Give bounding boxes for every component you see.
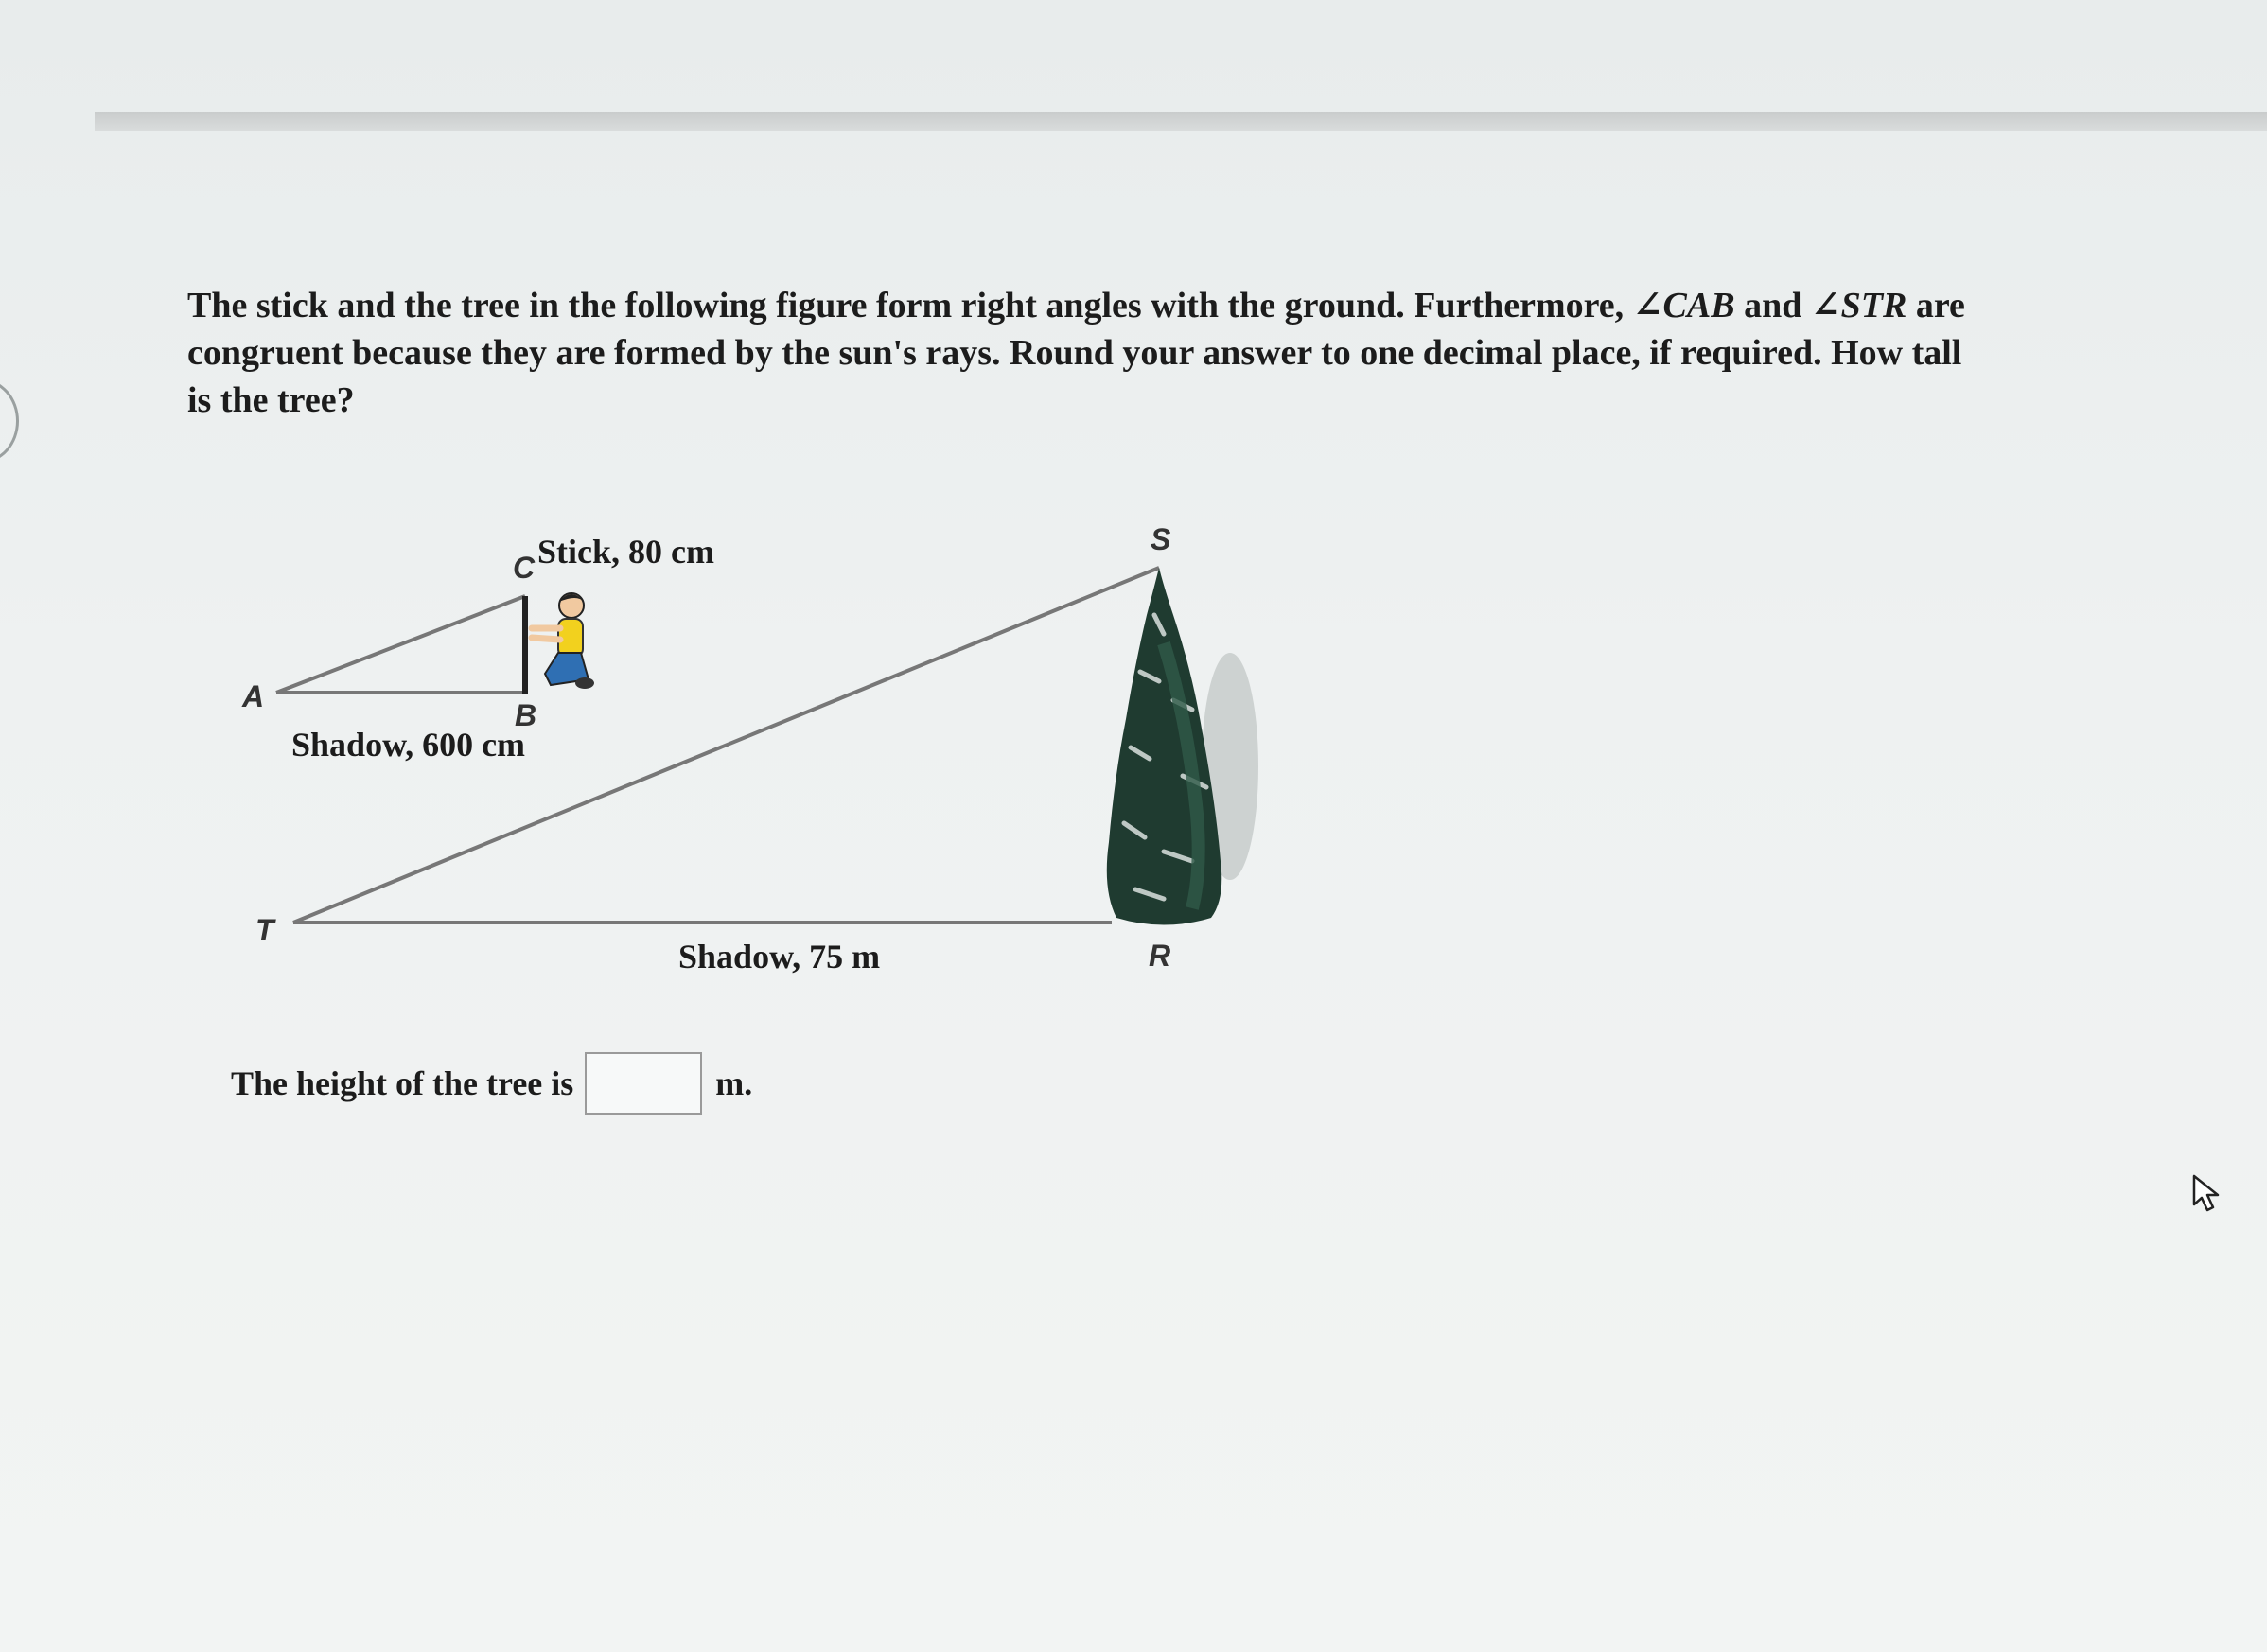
point-b-label: B [515,698,537,732]
question-part-3: are congruent because they are formed by the sun's rays. Round your answer to one decimal place, if required. How tall is the tree? [187,286,1965,420]
small-shadow-label: Shadow, 600 cm [291,726,526,764]
tree-illustration [1107,568,1258,925]
angle-str: ∠STR [1810,286,1907,325]
person-illustration [532,593,594,689]
question-part-1: The stick and the tree in the following figure form right angles with the ground. Furthermore, [187,286,1633,325]
tree-height-input[interactable] [585,1052,702,1115]
top-divider [95,112,2267,131]
point-a-label: A [242,679,265,713]
sun-ray-stick [276,596,525,693]
point-s-label: S [1151,522,1171,556]
side-panel-handle[interactable] [0,378,19,464]
tree-body [1107,568,1221,925]
angle-cab: ∠CAB [1632,286,1735,325]
point-t-label: T [255,913,274,947]
point-c-label: C [513,551,536,585]
large-shadow-label: Shadow, 75 m [678,938,881,975]
stick-label: Stick, 80 cm [537,533,714,571]
answer-prefix: The height of the tree is [231,1064,574,1102]
person-arm-2 [532,638,560,640]
answer-row [231,1050,752,1116]
question-text [187,282,1966,424]
question-part-2: and [1734,286,1811,325]
pointer-cursor-icon [2191,1173,2223,1215]
point-r-label: R [1149,939,1171,973]
similar-triangles-figure [218,511,1306,1003]
person-shoe [575,677,594,689]
answer-unit: m. [715,1064,753,1102]
